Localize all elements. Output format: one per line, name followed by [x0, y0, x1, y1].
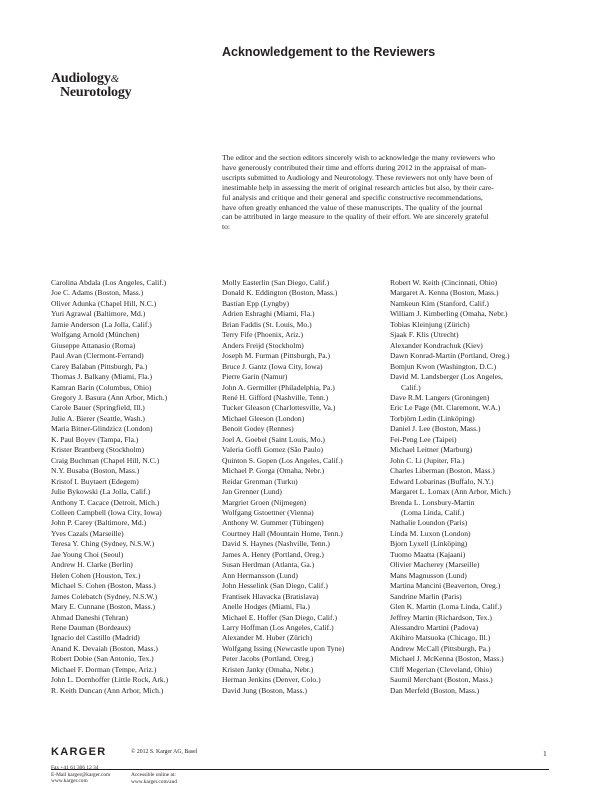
reviewer-entry: Cliff Megerian (Cleveland, Ohio) — [390, 664, 492, 674]
reviewer-entry: Anders Freijd (Stockholm) — [222, 340, 304, 350]
reviewer-entry: Thomas J. Balkany (Miami, Fla.) — [51, 372, 153, 382]
reviewer-column-2 — [222, 278, 392, 696]
reviewer-entry: Carolina Abdala (Los Angeles, Calif.) — [51, 278, 167, 287]
intro-line: have generously contributed their time and efforts during 2012 in the appraisal of man- — [222, 162, 487, 172]
reviewer-entry: Herman Jenkins (Denver, Colo.) — [222, 675, 321, 685]
reviewer-entry: Olivier Macherey (Marseille) — [390, 560, 480, 570]
reviewer-entry: Oliver Adunka (Chapel Hill, N.C.) — [51, 298, 157, 308]
reviewer-entry: Bjorn Lyxell (Linköping) — [390, 539, 468, 549]
reviewer-entry: Tuomo Maatta (Kajaani) — [390, 549, 466, 559]
reviewer-entry: Valeria Goffi Gomez (São Paulo) — [222, 445, 324, 455]
reviewer-entry: Craig Buchman (Chapel Hill, N.C.) — [51, 455, 160, 465]
reviewer-entry: Eric Le Page (Mt. Claremont, W.A.) — [390, 403, 501, 413]
reviewer-entry: Glen K. Martin (Loma Linda, Calif.) — [390, 602, 502, 612]
reviewer-entry: Jeffrey Martin (Richardson, Tex.) — [390, 612, 492, 622]
reviewer-entry: Margriet Groen (Nijmegen) — [222, 497, 307, 507]
reviewer-entry: John L. Dornhoffer (Little Rock, Ark.) — [51, 675, 169, 685]
reviewer-entry: Alexander M. Huber (Zürich) — [222, 633, 313, 643]
reviewer-entry: N.Y. Busaba (Boston, Mass.) — [51, 466, 140, 476]
reviewer-entry: Brenda L. Lonsbury-Martin — [390, 497, 475, 507]
reviewer-entry: Anthony T. Cacace (Detroit, Mich.) — [51, 497, 160, 507]
reviewer-entry: Julie A. Bierer (Seattle, Wash.) — [51, 413, 145, 423]
intro-line: have often greatly enhanced the value of these manuscripts. The quality of the journal — [222, 202, 483, 212]
reviewer-entry: David S. Haynes (Nashville, Tenn.) — [222, 539, 330, 549]
reviewer-entry: David Jung (Boston, Mass.) — [222, 685, 308, 695]
reviewer-entry: Bastian Epp (Lyngby) — [222, 298, 290, 308]
publisher-contact — [51, 765, 110, 785]
reviewer-entry: Anthony W. Gummer (Tübingen) — [222, 518, 324, 528]
website-link[interactable]: www.karger.com — [51, 778, 88, 785]
reviewer-entry: Joe C. Adams (Boston, Mass.) — [51, 288, 144, 298]
reviewer-entry: Benoit Godey (Rennes) — [222, 424, 294, 434]
reviewer-entry: Quinton S. Gopen (Los Angeles, Calif.) — [222, 455, 343, 465]
reviewer-entry: Ignacio del Castillo (Madrid) — [51, 633, 140, 643]
email-address: E-Mail karger@karger.com — [51, 771, 111, 778]
intro-line: uscripts submitted to Audiology and Neurotology. These reviewers not only have been of — [222, 172, 493, 182]
reviewer-entry: Peter Jacobs (Portland, Oreg.) — [222, 654, 314, 664]
journal-name-line2: Neurotology — [60, 85, 132, 100]
reviewer-entry: Kamran Barin (Columbus, Ohio) — [51, 382, 152, 392]
reviewer-entry: Reidar Grenman (Turku) — [222, 476, 298, 486]
reviewer-entry: Joseph M. Furman (Pittsburgh, Pa.) — [222, 351, 331, 361]
reviewer-entry: Paul Avan (Clermont-Ferrand) — [51, 351, 144, 361]
online-label: Accessible online at: — [131, 772, 176, 778]
reviewer-entry: Gregory J. Basura (Ann Arbor, Mich.) — [51, 392, 168, 402]
reviewer-entry: Andrew McCall (Pittsburgh, Pa.) — [390, 643, 491, 653]
reviewer-entry: Sandrine Marlin (Paris) — [390, 591, 462, 601]
reviewer-entry: Michael E. Hoffer (San Diego, Calif.) — [222, 612, 337, 622]
reviewer-entry: Terry Fife (Phoenix, Ariz.) — [222, 330, 304, 340]
reviewer-entry: John C. Li (Jupiter, Fla.) — [390, 455, 465, 465]
reviewer-entry: Robert Dobie (San Antonio, Tex.) — [51, 654, 154, 664]
publisher-logo: KARGER — [51, 746, 107, 758]
reviewer-entry: Carole Bauer (Springfield, Ill.) — [51, 403, 145, 413]
reviewer-entry: K. Paul Boyev (Tampa, Fla.) — [51, 434, 139, 444]
footer-divider — [51, 769, 549, 770]
reviewer-entry: Michael P. Gorga (Omaha, Nebr.) — [222, 466, 325, 476]
reviewer-entry: Martina Mancini (Beaverton, Oreg.) — [390, 581, 501, 591]
reviewer-entry: Dave R.M. Langers (Groningen) — [390, 392, 490, 402]
reviewer-entry: Larry Hoffman (Los Angeles, Calif.) — [222, 622, 334, 632]
intro-line: The editor and the section editors sincerely wish to acknowledge the many reviewers who — [222, 153, 496, 162]
intro-line: ful analysis and critique and their general and specific constructive recommendations, — [222, 192, 483, 202]
reviewer-entry: Anand K. Devaiah (Boston, Mass.) — [51, 643, 158, 653]
reviewer-entry: Donald K. Eddington (Boston, Mass.) — [222, 288, 338, 298]
reviewer-entry: Yves Cazals (Marseille) — [51, 528, 124, 538]
reviewer-entry: Wolfgang Gstoettner (Vienna) — [222, 507, 314, 517]
reviewer-entry: Teresa Y. Ching (Sydney, N.S.W.) — [51, 539, 155, 549]
reviewer-entry: (Loma Linda, Calif.) — [401, 507, 465, 517]
reviewer-entry: Akihiro Matsuoka (Chicago, Ill.) — [390, 633, 491, 643]
reviewer-entry: Yuri Agrawal (Baltimore, Md.) — [51, 309, 146, 319]
reviewer-entry: Calif.) — [401, 382, 421, 392]
reviewer-entry: Sjaak F. Klis (Utrecht) — [390, 330, 459, 340]
journal-ampersand: & — [110, 73, 120, 85]
reviewer-entry: Michael Leitner (Marburg) — [390, 445, 473, 455]
reviewer-entry: Kristen Janky (Omaha, Nebr.) — [222, 664, 314, 674]
reviewer-entry: Jamie Anderson (La Jolla, Calif.) — [51, 319, 152, 329]
reviewer-entry: Frantisek Hlavacka (Bratislava) — [222, 591, 319, 601]
reviewer-entry: Dan Merfeld (Boston, Mass.) — [390, 685, 480, 695]
reviewer-entry: Wolfgang Arnold (München) — [51, 330, 140, 340]
reviewer-entry: Michael J. McKenna (Boston, Mass.) — [390, 654, 504, 664]
reviewer-entry: Jae Young Choi (Seoul) — [51, 549, 124, 559]
reviewer-entry: Bruce J. Gantz (Iowa City, Iowa) — [222, 361, 323, 371]
reviewer-entry: Giuseppe Attanasio (Roma) — [51, 340, 136, 350]
online-access — [131, 772, 177, 785]
reviewer-entry: Molly Easterlin (San Diego, Calif.) — [222, 278, 330, 287]
reviewer-entry: Ann Hermansson (Lund) — [222, 570, 298, 580]
journal-logo — [51, 72, 181, 100]
reviewer-entry: Mans Magnusson (Lund) — [390, 570, 467, 580]
reviewer-entry: Linda M. Luxon (London) — [390, 528, 471, 538]
reviewer-entry: Susan Herdman (Atlanta, Ga.) — [222, 560, 315, 570]
reviewer-entry: Tucker Gleason (Charlottesville, Va.) — [222, 403, 336, 413]
reviewer-entry: Andrew H. Clarke (Berlin) — [51, 560, 133, 570]
reviewer-entry: Maria Bitner-Glindzicz (London) — [51, 424, 153, 434]
intro-paragraph — [222, 153, 562, 232]
reviewer-entry: Dawn Konrad-Martin (Portland, Oreg.) — [390, 351, 510, 361]
page-title: Acknowledgement to the Reviewers — [222, 45, 436, 59]
reviewer-entry: Alessandro Martini (Padova) — [390, 622, 479, 632]
reviewer-entry: Michael S. Cohen (Boston, Mass.) — [51, 581, 156, 591]
reviewer-entry: Tobias Kleinjung (Zürich) — [390, 319, 470, 329]
reviewer-entry: Michael F. Dorman (Tempe, Ariz.) — [51, 664, 157, 674]
reviewer-entry: Edward Lobarinas (Buffalo, N.Y.) — [390, 476, 494, 486]
reviewer-entry: Robert W. Keith (Cincinnati, Ohio) — [390, 278, 498, 287]
reviewer-entry: Torbjörn Ledin (Linköping) — [390, 413, 475, 423]
reviewer-entry: Alexander Kondrachuk (Kiev) — [390, 340, 483, 350]
reviewer-entry: Adrien Eshraghi (Miami, Fla.) — [222, 309, 315, 319]
intro-line: to: — [222, 222, 231, 232]
online-url-link[interactable]: www.karger.com/aud — [131, 778, 177, 785]
reviewer-entry: William J. Kimberling (Omaha, Nebr.) — [390, 309, 508, 319]
fax-number: Fax +41 61 306 12 34 — [51, 765, 99, 771]
reviewer-entry: Bomjun Kwon (Washington, D.C.) — [390, 361, 497, 371]
reviewer-entry: Ahmad Daneshi (Tehran) — [51, 612, 129, 622]
reviewer-entry: Anelle Hodges (Miami, Fla.) — [222, 602, 310, 612]
reviewer-entry: Pierre Garin (Namur) — [222, 372, 288, 382]
reviewer-entry: David M. Landsberger (Los Angeles, — [390, 372, 503, 382]
reviewer-entry: Margaret A. Kenna (Boston, Mass.) — [390, 288, 499, 298]
page-number: 1 — [543, 749, 547, 758]
reviewer-entry: Helen Cohen (Houston, Tex.) — [51, 570, 141, 580]
reviewer-entry: Charles Liberman (Boston, Mass.) — [390, 466, 495, 476]
reviewer-entry: Nathalie Loundon (Paris) — [390, 518, 468, 528]
journal-name-line1: Audiology — [51, 71, 111, 86]
reviewer-entry: Fei-Peng Lee (Taipei) — [390, 434, 457, 444]
reviewer-entry: Daniel J. Lee (Boston, Mass.) — [390, 424, 481, 434]
reviewer-entry: R. Keith Duncan (Ann Arbor, Mich.) — [51, 685, 164, 695]
reviewer-entry: Joel A. Goebel (Saint Louis, Mo.) — [222, 434, 325, 444]
reviewer-entry: René H. Gifford (Nashville, Tenn.) — [222, 392, 329, 402]
reviewer-entry: Namkeun Kim (Stanford, Calif.) — [390, 298, 489, 308]
reviewer-entry: Michael Gleeson (London) — [222, 413, 305, 423]
intro-line: inestimable help in assessing the merit of original research articles but also, by their care- — [222, 182, 494, 192]
reviewer-entry: Wolfgang Issing (Newcastle upon Tyne) — [222, 643, 345, 653]
reviewer-entry: Jan Grenner (Lund) — [222, 487, 282, 497]
intro-line: can be attributed in large measure to the quality of their effort. We are sincerely grateful — [222, 212, 489, 222]
reviewer-entry: Colleen Campbell (Iowa City, Iowa) — [51, 507, 162, 517]
reviewer-entry: Courtney Hall (Mountain Home, Tenn.) — [222, 528, 343, 538]
reviewer-entry: Krister Brantberg (Stockholm) — [51, 445, 145, 455]
reviewer-entry: John P. Carey (Baltimore, Md.) — [51, 518, 147, 528]
reviewer-entry: Carey Balaban (Pittsburgh, Pa.) — [51, 361, 148, 371]
reviewer-entry: Saumil Merchant (Boston, Mass.) — [390, 675, 493, 685]
reviewer-entry: John A. Germiller (Philadelphia, Pa.) — [222, 382, 335, 392]
reviewer-entry: James Colebatch (Sydney, N.S.W.) — [51, 591, 158, 601]
reviewer-column-1 — [51, 278, 221, 696]
reviewer-column-3 — [390, 278, 560, 696]
reviewer-entry: Brian Faddis (St. Louis, Mo.) — [222, 319, 312, 329]
reviewer-entry: Mary E. Cunnane (Boston, Mass.) — [51, 602, 155, 612]
reviewer-entry: Margaret L. Lomax (Ann Arbor, Mich.) — [390, 487, 511, 497]
copyright-notice: © 2012 S. Karger AG, Basel — [131, 749, 198, 755]
reviewer-entry: Rene Dauman (Bordeaux) — [51, 622, 131, 632]
reviewer-entry: Kristof I. Buytaert (Edegem) — [51, 476, 139, 486]
reviewer-entry: Julie Bykowski (La Jolla, Calif.) — [51, 487, 151, 497]
reviewer-entry: James A. Henry (Portland, Oreg.) — [222, 549, 324, 559]
reviewer-entry: John Hesselink (San Diego, Calif.) — [222, 581, 328, 591]
